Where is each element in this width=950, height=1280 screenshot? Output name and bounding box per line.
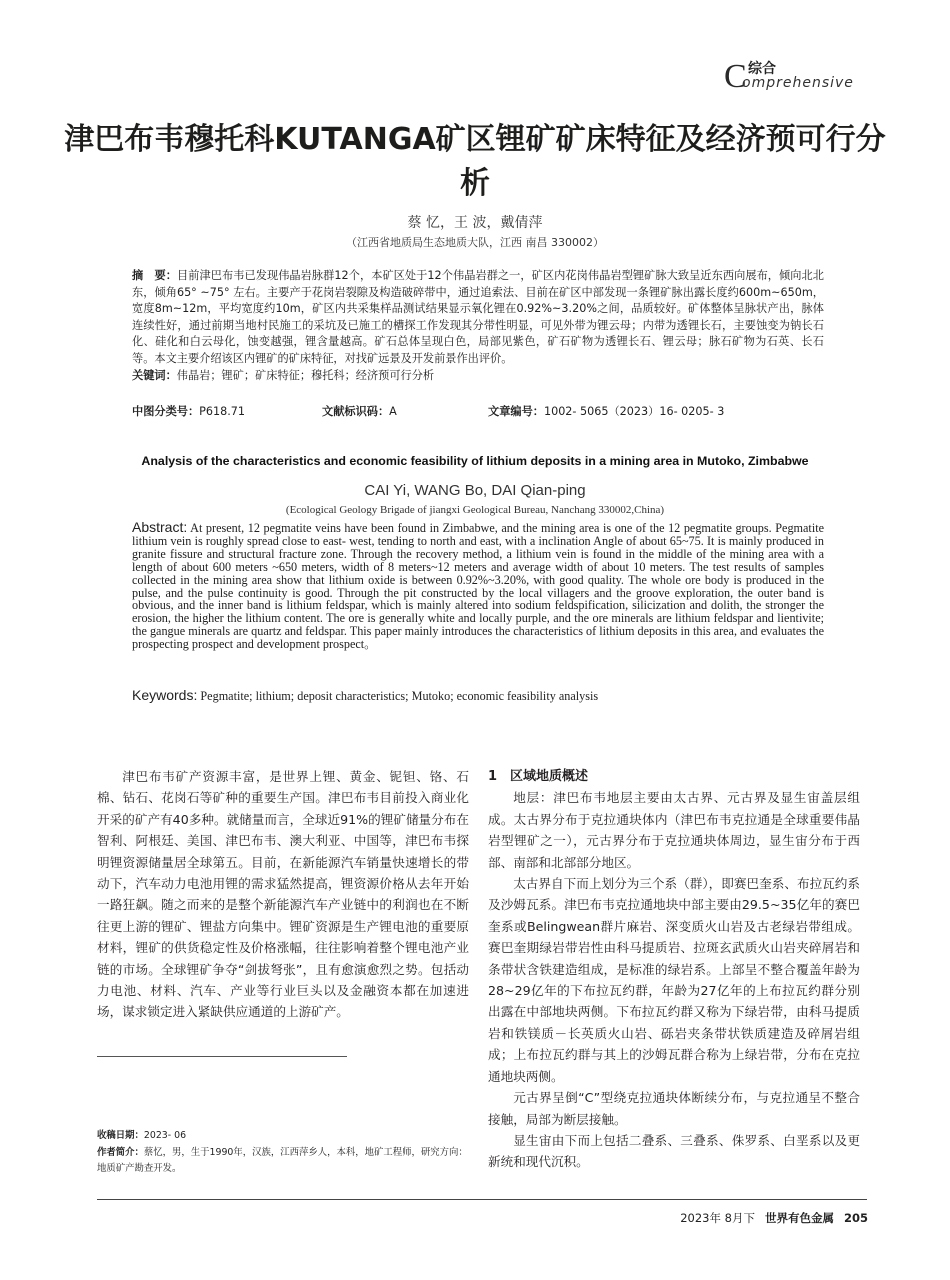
abstract-en-text: At present, 12 pegmatite veins have been found in Zimbabwe, and the mining area is one of the 12 pegmatite groups. Pegmatite lithium vein is roughly spread close to east- west, tending to north and east, with a inclination Angle of about 65~75. It is mainly produced in granite fissure and structural fracture zone. Through the recovery method, a lithium vein is found in the middle of the mining area with a length of about 600 meters ~650 meters, width of 8 meters~12 meters and average width of about 10 meters. The test results of samples collected in the mining area show that lithium oxide is between 0.92%~3.20%, with good quality. The whole ore body is produced in the pulse, and the pulse continuity is good. Through the pit constructed by the local villagers and the groove exploration, the outer band is obvious, and the inner band is lithium feldspar, which is mainly altered into sodium feldspification, silicization and dolith, the stronger the erosion, the higher the lithium content. The ore is generally white and locally purple, and the ore minerals are lithium feldspar and lientivite; the gangue minerals are quartz and feldspar. This paper mainly introduces the characteristics of lithium deposits in this area, and evaluates the prospecting prospect and development prospect。 <box>132 521 824 652</box>
article-no-value: 1002- 5065（2023）16- 0205- 3 <box>543 405 725 418</box>
doc-code-field <box>322 403 397 419</box>
article-no-label: 文章编号： <box>488 405 544 418</box>
keywords-en: Pegmatite; lithium; deposit characteristics; Mutoko; economic feasibility analysis <box>200 689 599 703</box>
journal-name: 世界有色金属 <box>764 1211 834 1225</box>
footnote <box>97 1128 469 1178</box>
abstract-zh-text: 目前津巴布韦已发现伟晶岩脉群12个，本矿区处于12个伟晶岩群之一，矿区内花岗伟晶岩型锂矿脉大致呈近东西向展布，倾向北北东，倾角65° ~75° 左右。主要产于花岗岩裂隙及构造破碎带中，通过追索法、目前在矿区中部发现一条锂矿脉出露长度约600m~650m，宽度8m~12m，平均宽度约10m，矿区内共采集样品测试结果显示氧化锂在0.92%~3.20%之间，品质较好。矿体整体呈脉状产出，脉体连续性好，通过前期当地村民施工的采坑及已施工的槽探工作发现其分带性明显，可见外带为锂云母；内带为透锂长石，主要蚀变为钠长石化、硅化和白云母化，蚀变越强，锂含量越高。矿石总体呈现白色，局部见紫色，矿石矿物为透锂长石、锂云母；脉石矿物为石英、长石等。本文主要介绍该区内锂矿的矿床特征，对找矿远景及开发前景作出评价。 <box>132 269 824 365</box>
author-bio-label: 作者简介： <box>97 1146 144 1158</box>
section-label-en: omprehensive <box>742 75 854 91</box>
intro-paragraph: 津巴布韦矿产资源丰富，是世界上锂、黄金、铌钽、铬、石棉、钻石、花岗石等矿种的重要生产国。津巴布韦目前投入商业化开采的矿产有40多种。就储量而言，全球近91%的锂矿储量分布在智利、阿根廷、美国、津巴布韦、澳大利亚、中国等，津巴布韦探明锂资源储量居全球第五。目前，在新能源汽车销量快速增长的带动下，汽车动力电池用锂的需求猛然提高，锂资源价格从去年开始一路狂飙。随之而来的是整个新能源汽车产业链中的利润也在不断往更上游的锂矿、锂盐方向集中。锂矿资源是生产锂电池的重要原材料，锂矿的供货稳定性及价格涨幅，往往影响着整个锂电池产业链的市场。全球锂矿争夺“剑拔弩张”，且有愈演愈烈之势。包括动力电池、材料、汽车、产业等行业巨头以及金融资本都在加速进场，谋求锁定进入紧缺供应通道的上游矿产。 <box>97 769 469 1020</box>
keywords-en-label: Keywords: <box>132 687 198 703</box>
keywords-en-line <box>132 687 832 704</box>
section-heading: 1 区域地质概述 <box>488 769 589 784</box>
doc-code-value: A <box>389 405 397 418</box>
author-bio: 蔡忆，男，生于1990年，汉族，江西萍乡人，本科，地矿工程师，研究方向：地质矿产勘查开发。 <box>97 1146 468 1175</box>
keywords-zh-label: 关键词： <box>132 368 177 382</box>
body-column-right <box>488 766 860 1173</box>
abstract-en-label: Abstract: <box>132 519 188 535</box>
authors-zh: 蔡 忆，王 波，戴倩萍 <box>407 215 543 231</box>
doc-code-label: 文献标识码： <box>322 405 390 418</box>
page-footer <box>680 1210 868 1226</box>
abstract-zh-label: 摘 要： <box>132 269 177 282</box>
footnote-divider <box>97 1056 347 1057</box>
page-number: 205 <box>843 1211 868 1225</box>
issue-date: 2023年 8月下 <box>680 1211 755 1225</box>
abstract-en <box>132 521 824 651</box>
authors-en: CAI Yi, WANG Bo, DAI Qian-ping <box>364 482 586 499</box>
section-logo <box>724 58 864 94</box>
received-date: 2023- 06 <box>143 1130 187 1141</box>
affiliation-zh: （江西省地质局生态地质大队，江西 南昌 330002） <box>346 236 604 249</box>
body-paragraph: 地层：津巴布韦地层主要由太古界、元古界及显生宙盖层组成。太古界分布于克拉通块体内（津巴布韦克拉通是全球重要伟晶岩型锂矿之一），元古界分布于克拉通块体周边，显生宙分布于西部、南部和北部部分地区。 <box>488 790 860 870</box>
clc-value: P618.71 <box>199 405 246 418</box>
keywords-zh: 伟晶岩；锂矿；矿床特征；穆托科；经济预可行分析 <box>176 368 435 382</box>
body-paragraph: 显生宙由下而上包括二叠系、三叠系、侏罗系、白垩系以及更新统和现代沉积。 <box>488 1132 860 1170</box>
article-no-field <box>488 403 724 419</box>
footer-divider <box>97 1199 867 1200</box>
clc-field <box>132 403 245 419</box>
clc-label: 中图分类号： <box>132 405 200 418</box>
paper-title-en: Analysis of the characteristics and economic feasibility of lithium deposits in a mining area in Mutoko, Zimbabwe <box>141 454 809 468</box>
body-paragraph: 元古界呈倒“C”型绕克拉通块体断续分布，与克拉通呈不整合接触，局部为断层接触。 <box>488 1090 860 1127</box>
body-paragraph: 太古界自下而上划分为三个系（群），即赛巴奎系、布拉瓦约系及沙姆瓦系。津巴布韦克拉通地块中部主要由29.5~35亿年的赛巴奎系或Belingwean群片麻岩、深变质火山岩及古老绿岩带组成。赛巴奎期绿岩带岩性由科马提质岩、拉斑玄武质火山岩夹碎屑岩和条带状含铁建造组成，是标准的绿岩系。上部呈不整合覆盖年龄为28~29亿年的下布拉瓦约群，年龄为27亿年的上布拉瓦约群分别出露在中部地块两侧。下布拉瓦约群又称为下绿岩带，由科马提质岩和铁镁质－长英质火山岩、砾岩夹条带状铁质建造及碎屑岩组成；上布拉瓦约群与其上的沙姆瓦群合称为上绿岩带，分布在克拉通地块两侧。 <box>488 876 860 1084</box>
received-label: 收稿日期： <box>97 1130 144 1141</box>
section-logo-bracket: C <box>724 58 747 95</box>
body-column-left <box>97 766 469 1023</box>
section-label-zh: 综合 <box>748 61 776 77</box>
affiliation-en: (Ecological Geology Brigade of jiangxi Geological Bureau, Nanchang 330002,China) <box>285 504 665 516</box>
abstract-zh <box>132 268 824 384</box>
paper-title: 津巴布韦穆托科KUTANGA矿区锂矿矿床特征及经济预可行分析 <box>64 122 886 201</box>
